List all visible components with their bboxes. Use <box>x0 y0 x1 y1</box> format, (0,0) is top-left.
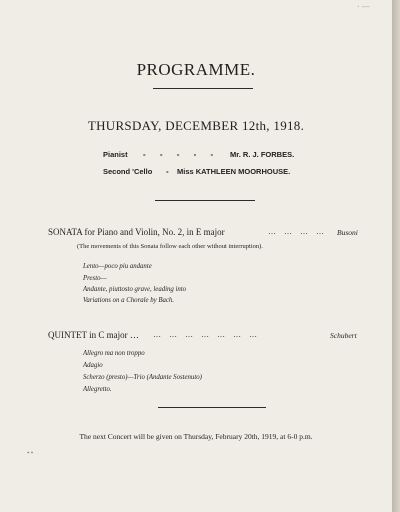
performer-name: Mr. R. J. FORBES. <box>230 150 295 159</box>
programme-heading: PROGRAMME. <box>136 60 256 79</box>
movement: Allegro ma non troppo <box>83 350 145 357</box>
performer-name: Miss KATHLEEN MOORHOUSE. <box>177 167 291 176</box>
margin-mark: * * <box>27 452 34 457</box>
heading-rule <box>153 88 253 89</box>
performer-dots: - <box>166 167 175 176</box>
movement: Allegretto. <box>83 386 112 393</box>
performer-role: Pianist <box>103 150 128 159</box>
movement: Adagio <box>83 362 103 369</box>
sonata-title: SONATA for Piano and Violin, No. 2, in E major <box>48 227 225 237</box>
movement: Variations on a Chorale by Bach. <box>83 297 174 304</box>
quintet-leader: … … … … … … … <box>153 330 260 339</box>
corner-mark: · — <box>357 2 370 11</box>
movement: Presto— <box>83 275 107 282</box>
sonata-note: (The movements of this Sonata follow each other without interruption). <box>77 243 263 250</box>
performer-role: Second 'Cello <box>103 167 153 176</box>
sonata-leader: … … … … <box>268 227 327 236</box>
page-edge <box>392 0 400 512</box>
movement: Andante, piuttosto grave, leading into <box>83 286 187 293</box>
movement: Lento—poco piu andante <box>83 263 152 270</box>
section-rule <box>155 200 255 201</box>
next-concert-note: The next Concert will be given on Thursday, February 20th, 1919, at 6-0 p.m. <box>79 432 313 441</box>
concert-date: THURSDAY, DECEMBER 12th, 1918. <box>87 118 305 133</box>
performer-dots: - - - - - <box>143 150 220 159</box>
section-rule <box>158 407 266 408</box>
movement: Scherzo (presto)—Trio (Andante Sostenuto) <box>83 374 202 381</box>
quintet-composer: Schubert <box>330 331 357 340</box>
quintet-title: QUINTET in C major … <box>48 330 139 340</box>
sonata-composer: Busoni <box>337 228 358 237</box>
